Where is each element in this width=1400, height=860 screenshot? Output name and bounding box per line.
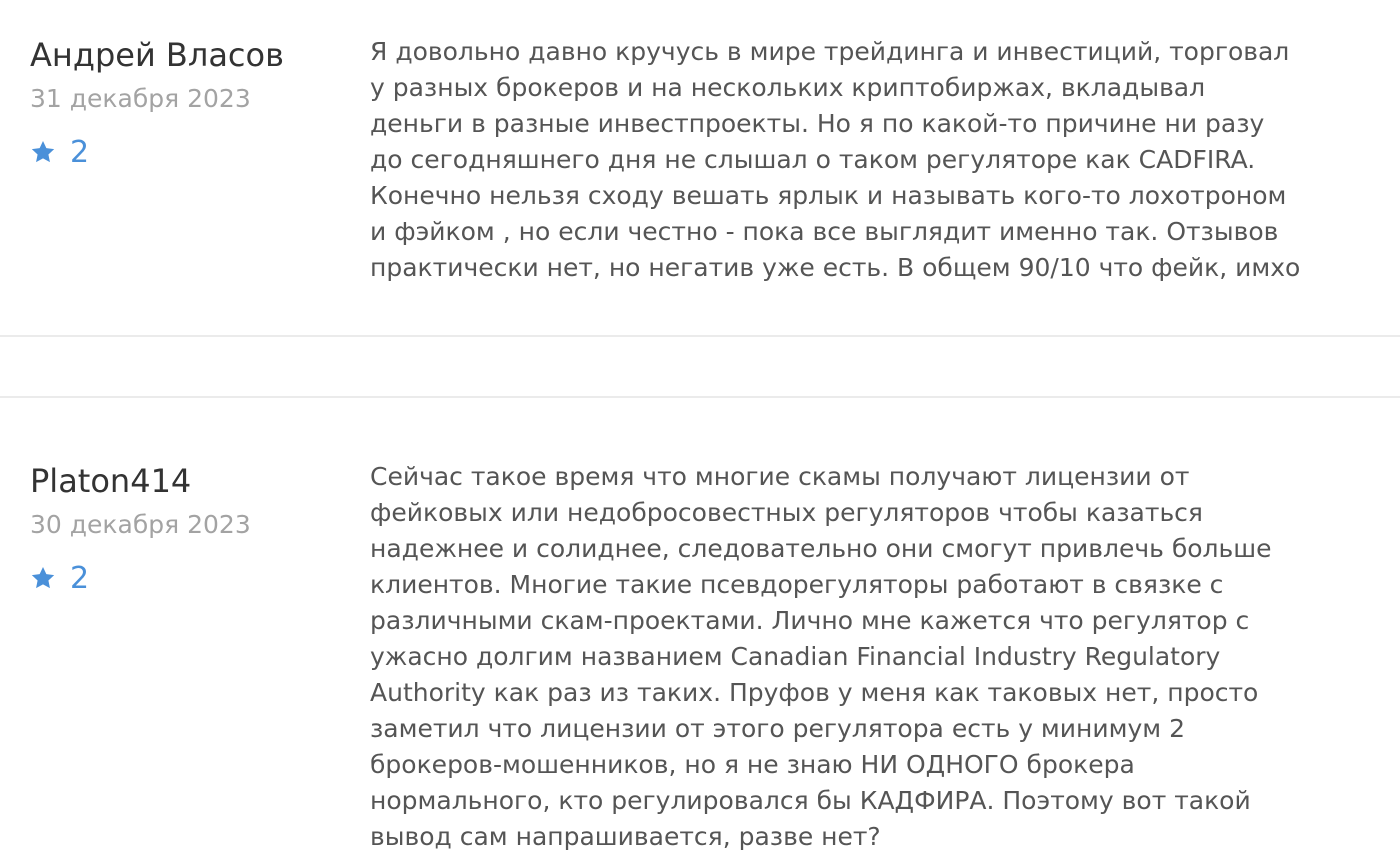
review-text-line: фейковых или недобросовестных регуляторов чтобы казаться	[370, 498, 1203, 527]
review-rating[interactable]	[30, 134, 89, 170]
review-text-line: Authority как раз из таких. Пруфов у меня как таковых нет, просто	[370, 678, 1259, 707]
review-rating[interactable]	[30, 560, 89, 596]
review-text-line: Конечно нельзя сходу вешать ярлык и называть кого-то лохотроном	[370, 181, 1287, 210]
review-text-line: нормального, кто регулировался бы КАДФИРА. Поэтому вот такой	[370, 786, 1251, 815]
review-text-line: и фэйком , но если честно - пока все выглядит именно так. Отзывов	[370, 217, 1279, 246]
star-icon	[30, 565, 56, 591]
review-text-line: вывод сам напрашивается, разве нет?	[370, 822, 881, 851]
divider	[0, 335, 1400, 337]
review-text-line: клиентов. Многие такие псевдорегуляторы работают в связке с	[370, 570, 1224, 599]
review-author[interactable]: Андрей Власов	[30, 36, 284, 74]
review-text-line: брокеров-мошенников, но я не знаю НИ ОДНОГО брокера	[370, 750, 1135, 779]
review-text	[370, 34, 1330, 286]
review-text-line: различными скам-проектами. Лично мне кажется что регулятор с	[370, 606, 1250, 635]
review-text-line: заметил что лицензии от этого регулятора есть у минимум 2	[370, 714, 1186, 743]
review-text-line: деньги в разные инвестпроекты. Но я по какой-то причине ни разу	[370, 109, 1265, 138]
rating-count: 2	[70, 560, 90, 596]
rating-count: 2	[70, 134, 90, 170]
review-date: 30 декабря 2023	[30, 510, 251, 539]
review-text-line: у разных брокеров и на нескольких криптобиржах, вкладывал	[370, 73, 1206, 102]
review-text-line: надежнее и солиднее, следовательно они смогут привлечь больше	[370, 534, 1272, 563]
review-text-line: практически нет, но негатив уже есть. В общем 90/10 что фейк, имхо	[370, 253, 1301, 282]
review-author[interactable]: Platon414	[30, 462, 192, 500]
review-text-line: до сегодняшнего дня не слышал о таком регуляторе как CADFIRA.	[370, 145, 1256, 174]
review-date: 31 декабря 2023	[30, 84, 251, 113]
review-text	[370, 459, 1330, 855]
star-icon	[30, 139, 56, 165]
review-item	[0, 0, 1400, 336]
review-item	[0, 398, 1400, 860]
review-text-line: Я довольно давно кручусь в мире трейдинга и инвестиций, торговал	[370, 37, 1290, 66]
review-text-line: Сейчас такое время что многие скамы получают лицензии от	[370, 462, 1190, 491]
review-text-line: ужасно долгим названием Canadian Financial Industry Regulatory	[370, 642, 1221, 671]
